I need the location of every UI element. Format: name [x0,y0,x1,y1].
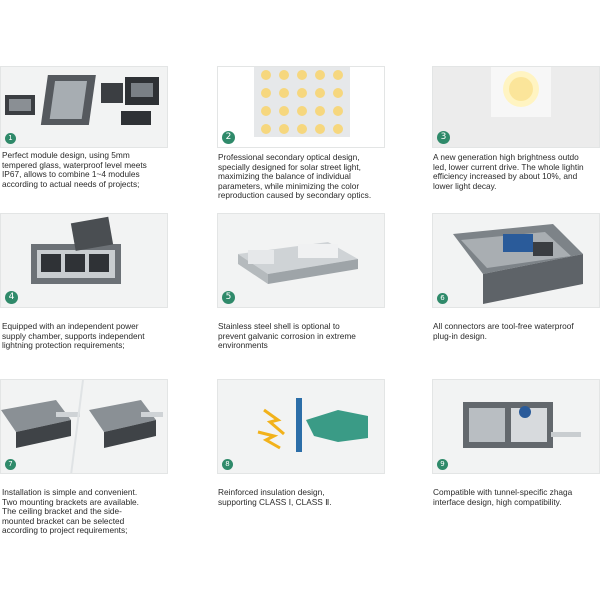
module-glass-image [0,66,168,148]
feature-caption-2: Professional secondary optical design, specially designed for solar street light, maximizing the balance of individual parameters, while minimizing the color reproduction caused by secondary optics. [218,152,372,201]
number-badge-1: 1 [5,133,16,144]
feature-caption-9: Compatible with tunnel-specific zhaga interface design, high compatibility. [433,487,573,507]
insulation-image [217,379,385,474]
connector-image [432,213,600,308]
feature-caption-1: Perfect module design, using 5mm tempered glass, waterproof level meets IP67, allows to combine 1~4 modules according to actual needs of projects; [2,150,147,189]
number-badge-2: 2 [222,131,235,144]
power-chamber-image [0,213,168,308]
number-badge-9: 9 [437,459,448,470]
number-badge-7: 7 [5,459,16,470]
number-badge-8: 8 [222,459,233,470]
feature-caption-3: A new generation high brightness outdo led, lower current drive. The whole lightin efficiency increased by about 10%, and lower light decay. [433,152,584,191]
feature-caption-8: Reinforced insulation design, supporting CLASS Ⅰ, CLASS Ⅱ. [218,487,332,507]
feature-caption-4: Equipped with an independent power supply chamber, supports independent lightning protection requirements; [2,321,145,351]
feature-caption-6: All connectors are tool-free waterproof plug-in design. [433,321,574,341]
mounting-bracket-image [0,379,168,474]
zhaga-interface-image [432,379,600,474]
led-chip-image [432,66,600,148]
steel-shell-image [217,213,385,308]
feature-caption-7: Installation is simple and convenient. Two mounting brackets are available. The ceiling bracket and the side- mounted bracket can be selected according to project requirements; [2,487,139,536]
number-badge-6: 6 [437,293,448,304]
number-badge-4: 4 [5,291,18,304]
number-badge-3: 3 [437,131,450,144]
optical-lens-image [217,66,385,148]
number-badge-5: 5 [222,291,235,304]
feature-caption-5: Stainless steel shell is optional to prevent galvanic corrosion in extreme environments [218,321,356,351]
